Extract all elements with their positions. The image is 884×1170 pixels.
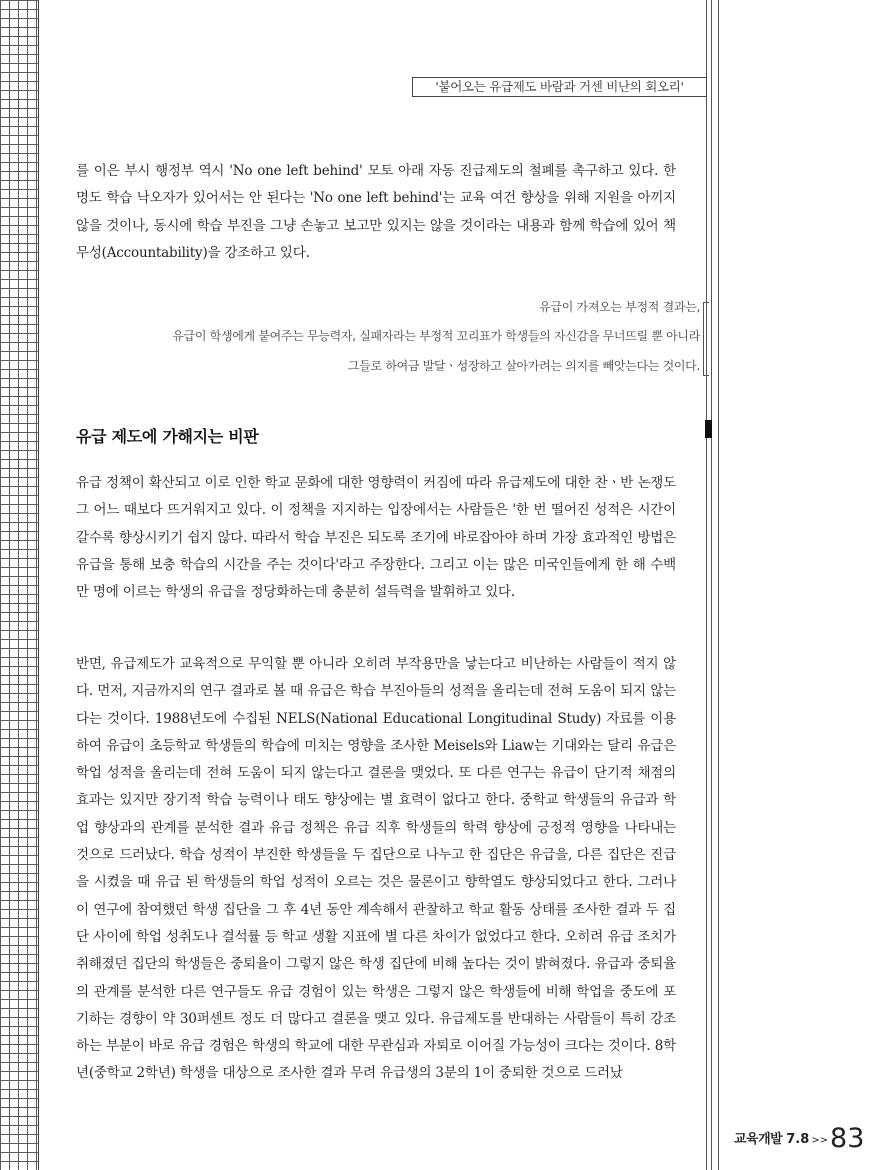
quote-line-2: 유급이 학생에게 붙여주는 무능력자, 실패자라는 부정적 꼬리표가 학생들의 자신감을 무너뜨릴 뿐 아니라 <box>172 329 700 343</box>
left-grid-margin <box>0 0 39 1170</box>
quote-line-3: 그들로 하여금 발달ㆍ성장하고 살아가려는 의지를 빼앗는다는 것이다. <box>347 359 700 373</box>
right-border-line <box>706 0 707 1170</box>
issue-number: 7.8 <box>786 1132 810 1147</box>
right-border-line <box>711 0 712 1170</box>
running-title: '붙어오는 유급제도 바람과 거센 비난의 회오리' <box>412 77 707 97</box>
page-footer <box>734 1123 864 1154</box>
paragraph-1: 를 이은 부시 행정부 역시 'No one left behind' 모토 아래 자동 진급제도의 철폐를 촉구하고 있다. 한 명도 학습 낙오자가 있어서는 안 된다는 'No one left behind'는 교육 여건 향상을 위해 지원을 아끼지 않을 것이나, 동시에 학습 부진을 그냥 손놓고 보고만 있지는 않을 것이라는 내용과 함께 학습에 있어 책무성(Accountability)을 강조하고 있다. <box>76 163 676 261</box>
quote-line-1: 유급이 가져오는 부정적 결과는, <box>539 300 700 314</box>
section-side-mark <box>705 420 712 438</box>
arrows-glyph: >> <box>811 1135 829 1146</box>
section-title: 유급 제도에 가해지는 비판 <box>76 427 259 446</box>
magazine-name: 교육개발 <box>734 1132 783 1147</box>
paragraph-2: 유급 정책이 확산되고 이로 인한 학교 문화에 대한 영향력이 커짐에 따라 유급제도에 대한 찬ㆍ반 논쟁도 그 어느 때보다 뜨거워지고 있다. 이 정책을 지지하는 입장에서는 사람들은 '한 번 떨어진 성적은 시간이 갈수록 향상시키기 쉽지 않다. 따라서 학습 부진은 되도록 조기에 바로잡아야 하며 가장 효과적인 방법은 유급을 통해 보충 학습의 시간을 주는 것이다'라고 주장한다. 그리고 이는 많은 미국인들에게 한 해 수백만 명에 이르는 학생의 유급을 정당화하는데 충분히 설득력을 발휘하고 있다. <box>76 475 676 601</box>
right-border-line <box>718 0 719 1170</box>
paragraph-3: 반면, 유급제도가 교육적으로 무익할 뿐 아니라 오히려 부작용만을 낳는다고 비난하는 사람들이 적지 않다. 먼저, 지금까지의 연구 결과로 볼 때 유급은 학습 부진아들의 성적을 올리는데 전혀 도움이 되지 않는다는 것이다. 1988년도에 수집된 NELS(National Educational Longitudinal Study) 자료를 이용하여 유급이 초등학교 학생들의 학습에 미치는 영향을 조사한 Meisels와 Liaw는 기대와는 달리 유급은 학업 성적을 올리는데 전혀 도움이 되지 않는다고 결론을 맺었다. 또 다른 연구는 유급이 단기적 채점의 효과는 있지만 장기적 학습 능력이나 태도 향상에는 별 효력이 없다고 한다. 중학교 학생들의 유급과 학업 향상과의 관계를 분석한 결과 유급 정책은 유급 직후 학생들의 학력 향상에 긍정적 영향을 나타내는 것으로 드러났다. 학습 성적이 부진한 학생들을 두 집단으로 나누고 한 집단은 유급을, 다른 집단은 진급을 시켰을 때 유급 된 학생들의 학업 성적이 오르는 것은 물론이고 향학열도 향상되었다고 한다. 그러나 이 연구에 참여했던 학생 집단을 그 후 4년 동안 계속해서 관찰하고 학교 활동 상태를 조사한 결과 두 집단 사이에 학업 성취도나 결석률 등 학교 생활 지표에 별 다른 차이가 없었다고 한다. 오히려 유급 조치가 취해졌던 집단의 학생들은 중퇴율이 그렇지 않은 학생 집단에 비해 높다는 것이 밝혀졌다. 유급과 중퇴율의 관계를 분석한 다른 연구들도 유급 경험이 있는 학생은 그렇지 않은 학생들에 비해 학업을 중도에 포기하는 경향이 약 30퍼센트 정도 더 많다고 결론을 맺고 있다. 유급제도를 반대하는 사람들이 특히 강조하는 부분이 바로 유급 경험은 학생의 학교에 대한 무관심과 자퇴로 이어질 가능성이 크다는 것이다. 8학년(중학교 2학년) 학생을 대상으로 조사한 결과 무려 유급생의 3분의 1이 중퇴한 것으로 드러났 <box>76 656 677 1082</box>
quote-bracket <box>703 302 709 376</box>
page-number: 83 <box>830 1123 865 1154</box>
